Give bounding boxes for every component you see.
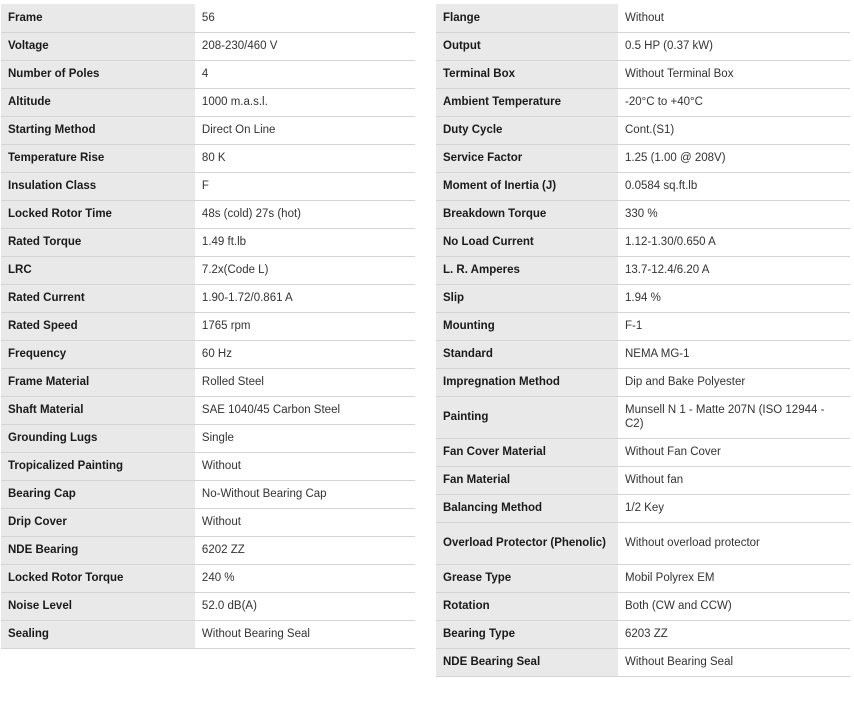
spec-value: Without fan bbox=[618, 466, 850, 494]
left-spec-table-body bbox=[1, 4, 415, 648]
right-spec-table-body bbox=[436, 4, 850, 676]
spec-label: L. R. Amperes bbox=[436, 256, 618, 284]
spec-row bbox=[1, 284, 415, 312]
spec-value: Without bbox=[195, 508, 415, 536]
spec-value: 13.7-12.4/6.20 A bbox=[618, 256, 850, 284]
spec-value: F-1 bbox=[618, 312, 850, 340]
spec-value: 1.94 % bbox=[618, 284, 850, 312]
spec-value: Without bbox=[195, 452, 415, 480]
spec-value: 240 % bbox=[195, 564, 415, 592]
spec-value: SAE 1040/45 Carbon Steel bbox=[195, 396, 415, 424]
spec-value: 1/2 Key bbox=[618, 494, 850, 522]
spec-value: 1765 rpm bbox=[195, 312, 415, 340]
spec-label: LRC bbox=[1, 256, 195, 284]
spec-value: Cont.(S1) bbox=[618, 116, 850, 144]
spec-row bbox=[436, 438, 850, 466]
spec-label: Frame bbox=[1, 4, 195, 32]
spec-row bbox=[1, 4, 415, 32]
spec-value: 48s (cold) 27s (hot) bbox=[195, 200, 415, 228]
spec-value: 1.12-1.30/0.650 A bbox=[618, 228, 850, 256]
spec-row bbox=[1, 256, 415, 284]
spec-value: 7.2x(Code L) bbox=[195, 256, 415, 284]
spec-row bbox=[1, 508, 415, 536]
spec-label: Insulation Class bbox=[1, 172, 195, 200]
spec-row bbox=[436, 564, 850, 592]
spec-label: Moment of Inertia (J) bbox=[436, 172, 618, 200]
spec-label: Sealing bbox=[1, 620, 195, 648]
spec-row bbox=[436, 340, 850, 368]
spec-label: NDE Bearing bbox=[1, 536, 195, 564]
spec-value: Mobil Polyrex EM bbox=[618, 564, 850, 592]
spec-label: Standard bbox=[436, 340, 618, 368]
spec-label: Balancing Method bbox=[436, 494, 618, 522]
spec-value: 0.5 HP (0.37 kW) bbox=[618, 32, 850, 60]
spec-value: Without bbox=[618, 4, 850, 32]
spec-row bbox=[1, 424, 415, 452]
spec-row bbox=[436, 60, 850, 88]
spec-row bbox=[1, 116, 415, 144]
spec-row bbox=[1, 592, 415, 620]
spec-row bbox=[1, 32, 415, 60]
spec-value: NEMA MG-1 bbox=[618, 340, 850, 368]
spec-row bbox=[436, 620, 850, 648]
spec-label: Rated Torque bbox=[1, 228, 195, 256]
spec-value: 208-230/460 V bbox=[195, 32, 415, 60]
spec-row bbox=[436, 466, 850, 494]
spec-label: Mounting bbox=[436, 312, 618, 340]
spec-value: 6203 ZZ bbox=[618, 620, 850, 648]
spec-row bbox=[436, 116, 850, 144]
spec-value: 52.0 dB(A) bbox=[195, 592, 415, 620]
spec-row bbox=[436, 592, 850, 620]
spec-row bbox=[436, 494, 850, 522]
spec-label: Starting Method bbox=[1, 116, 195, 144]
spec-label: Overload Protector (Phenolic) bbox=[436, 522, 618, 564]
spec-row bbox=[1, 60, 415, 88]
spec-value: Munsell N 1 - Matte 207N (ISO 12944 - C2) bbox=[618, 396, 850, 438]
spec-row bbox=[436, 228, 850, 256]
spec-value: Without overload protector bbox=[618, 522, 850, 564]
spec-row bbox=[436, 648, 850, 676]
spec-row bbox=[1, 536, 415, 564]
spec-value: F bbox=[195, 172, 415, 200]
spec-value: 6202 ZZ bbox=[195, 536, 415, 564]
spec-value: -20°C to +40°C bbox=[618, 88, 850, 116]
spec-value: No-Without Bearing Cap bbox=[195, 480, 415, 508]
spec-value: Without Bearing Seal bbox=[618, 648, 850, 676]
spec-value: Without Fan Cover bbox=[618, 438, 850, 466]
spec-row bbox=[436, 312, 850, 340]
spec-row bbox=[436, 396, 850, 438]
spec-row bbox=[436, 88, 850, 116]
spec-label: Voltage bbox=[1, 32, 195, 60]
spec-value: 56 bbox=[195, 4, 415, 32]
spec-label: Breakdown Torque bbox=[436, 200, 618, 228]
spec-value: 4 bbox=[195, 60, 415, 88]
spec-label: Grounding Lugs bbox=[1, 424, 195, 452]
spec-value: Direct On Line bbox=[195, 116, 415, 144]
spec-label: Impregnation Method bbox=[436, 368, 618, 396]
spec-label: Rated Current bbox=[1, 284, 195, 312]
spec-label: Altitude bbox=[1, 88, 195, 116]
spec-row bbox=[1, 452, 415, 480]
spec-label: Ambient Temperature bbox=[436, 88, 618, 116]
spec-row bbox=[436, 522, 850, 564]
spec-label: Slip bbox=[436, 284, 618, 312]
spec-label: Shaft Material bbox=[1, 396, 195, 424]
spec-label: Number of Poles bbox=[1, 60, 195, 88]
spec-row bbox=[436, 200, 850, 228]
spec-value: 1.49 ft.lb bbox=[195, 228, 415, 256]
spec-label: NDE Bearing Seal bbox=[436, 648, 618, 676]
spec-value: Single bbox=[195, 424, 415, 452]
spec-row bbox=[1, 144, 415, 172]
spec-row bbox=[1, 228, 415, 256]
spec-value: Dip and Bake Polyester bbox=[618, 368, 850, 396]
spec-row bbox=[436, 368, 850, 396]
spec-label: Drip Cover bbox=[1, 508, 195, 536]
spec-row bbox=[436, 4, 850, 32]
spec-label: Rotation bbox=[436, 592, 618, 620]
spec-row bbox=[1, 368, 415, 396]
spec-row bbox=[1, 396, 415, 424]
spec-row bbox=[436, 32, 850, 60]
spec-label: No Load Current bbox=[436, 228, 618, 256]
spec-label: Bearing Cap bbox=[1, 480, 195, 508]
spec-label: Grease Type bbox=[436, 564, 618, 592]
spec-label: Locked Rotor Time bbox=[1, 200, 195, 228]
left-spec-table bbox=[1, 4, 415, 649]
spec-row bbox=[436, 284, 850, 312]
spec-label: Noise Level bbox=[1, 592, 195, 620]
spec-label: Frequency bbox=[1, 340, 195, 368]
spec-label: Fan Cover Material bbox=[436, 438, 618, 466]
spec-label: Temperature Rise bbox=[1, 144, 195, 172]
spec-row bbox=[1, 172, 415, 200]
spec-value: 60 Hz bbox=[195, 340, 415, 368]
spec-label: Tropicalized Painting bbox=[1, 452, 195, 480]
spec-label: Output bbox=[436, 32, 618, 60]
spec-value: 1000 m.a.s.l. bbox=[195, 88, 415, 116]
spec-value: Both (CW and CCW) bbox=[618, 592, 850, 620]
spec-value: 0.0584 sq.ft.lb bbox=[618, 172, 850, 200]
spec-label: Service Factor bbox=[436, 144, 618, 172]
right-spec-table bbox=[436, 4, 850, 677]
spec-label: Duty Cycle bbox=[436, 116, 618, 144]
spec-label: Painting bbox=[436, 396, 618, 438]
spec-label: Rated Speed bbox=[1, 312, 195, 340]
spec-label: Locked Rotor Torque bbox=[1, 564, 195, 592]
spec-value: Without Terminal Box bbox=[618, 60, 850, 88]
spec-row bbox=[1, 312, 415, 340]
spec-row bbox=[1, 200, 415, 228]
spec-row bbox=[1, 620, 415, 648]
spec-value: 1.25 (1.00 @ 208V) bbox=[618, 144, 850, 172]
spec-value: 330 % bbox=[618, 200, 850, 228]
spec-row bbox=[1, 480, 415, 508]
spec-row bbox=[1, 88, 415, 116]
spec-row bbox=[436, 172, 850, 200]
spec-row bbox=[1, 564, 415, 592]
spec-value: Without Bearing Seal bbox=[195, 620, 415, 648]
spec-row bbox=[436, 256, 850, 284]
spec-value: 80 K bbox=[195, 144, 415, 172]
spec-label: Bearing Type bbox=[436, 620, 618, 648]
spec-row bbox=[1, 340, 415, 368]
spec-label: Fan Material bbox=[436, 466, 618, 494]
spec-value: 1.90-1.72/0.861 A bbox=[195, 284, 415, 312]
spec-label: Terminal Box bbox=[436, 60, 618, 88]
spec-label: Flange bbox=[436, 4, 618, 32]
spec-label: Frame Material bbox=[1, 368, 195, 396]
spec-value: Rolled Steel bbox=[195, 368, 415, 396]
spec-row bbox=[436, 144, 850, 172]
